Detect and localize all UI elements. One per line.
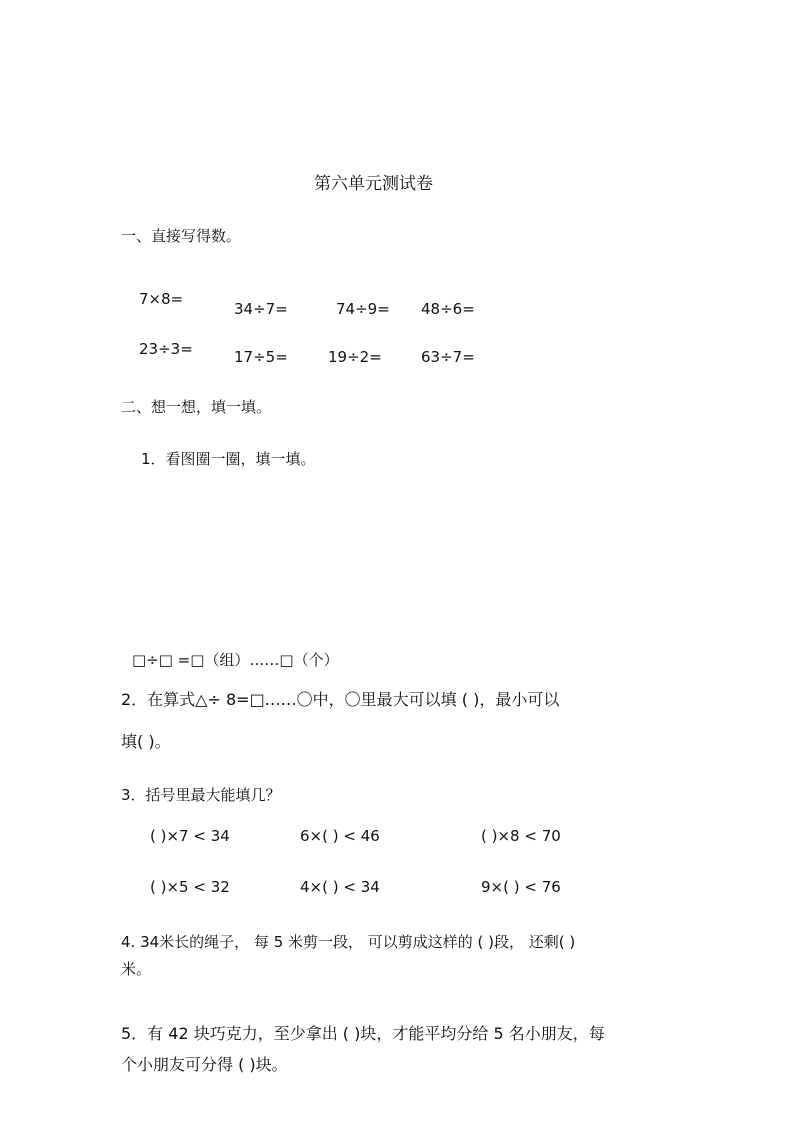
- q3-1-2: 6×( ) < 46: [300, 827, 380, 845]
- q3-2-3: 9×( ) < 76: [481, 878, 561, 896]
- page-title: 第六单元测试卷: [314, 174, 433, 194]
- q3-2-1: ( )×5 < 32: [150, 878, 230, 896]
- calc-2-2: 17÷5=: [234, 348, 288, 366]
- q3-2-2: 4×( ) < 34: [300, 878, 380, 896]
- q4-line2: 米。: [121, 960, 152, 978]
- section1-heading: 一、直接写得数。: [121, 227, 242, 245]
- calc-2-1: 23÷3=: [139, 340, 193, 358]
- q1-formula: □÷□ =□（组）……□（个）: [132, 651, 339, 669]
- q5-line2: 个小朋友可分得 ( )块。: [121, 1055, 288, 1074]
- q5-line1: 5．有 42 块巧克力，至少拿出 ( )块，才能平均分给 5 名小朋友，每: [121, 1024, 605, 1043]
- calc-2-3: 19÷2=: [328, 348, 382, 366]
- q1-label: 1．看图圈一圈，填一填。: [141, 450, 316, 468]
- q4-line1: 4. 34米长的绳子， 每 5 米剪一段， 可以剪成这样的 ( )段， 还剩( ): [121, 933, 576, 951]
- section2-heading: 二、想一想，填一填。: [121, 398, 272, 416]
- calc-1-2: 34÷7=: [234, 300, 288, 318]
- q3-1-3: ( )×8 < 70: [481, 827, 561, 845]
- q2-line2: 填( )。: [121, 732, 171, 751]
- calc-2-4: 63÷7=: [421, 348, 475, 366]
- q3-1-1: ( )×7 < 34: [150, 827, 230, 845]
- q2-line1: 2．在算式△÷ 8=□……〇中，〇里最大可以填 ( )，最小可以: [121, 690, 560, 709]
- q3-label: 3．括号里最大能填几？: [121, 786, 281, 804]
- calc-1-3: 74÷9=: [336, 300, 390, 318]
- calc-1-4: 48÷6=: [421, 300, 475, 318]
- calc-1-1: 7×8=: [139, 290, 184, 308]
